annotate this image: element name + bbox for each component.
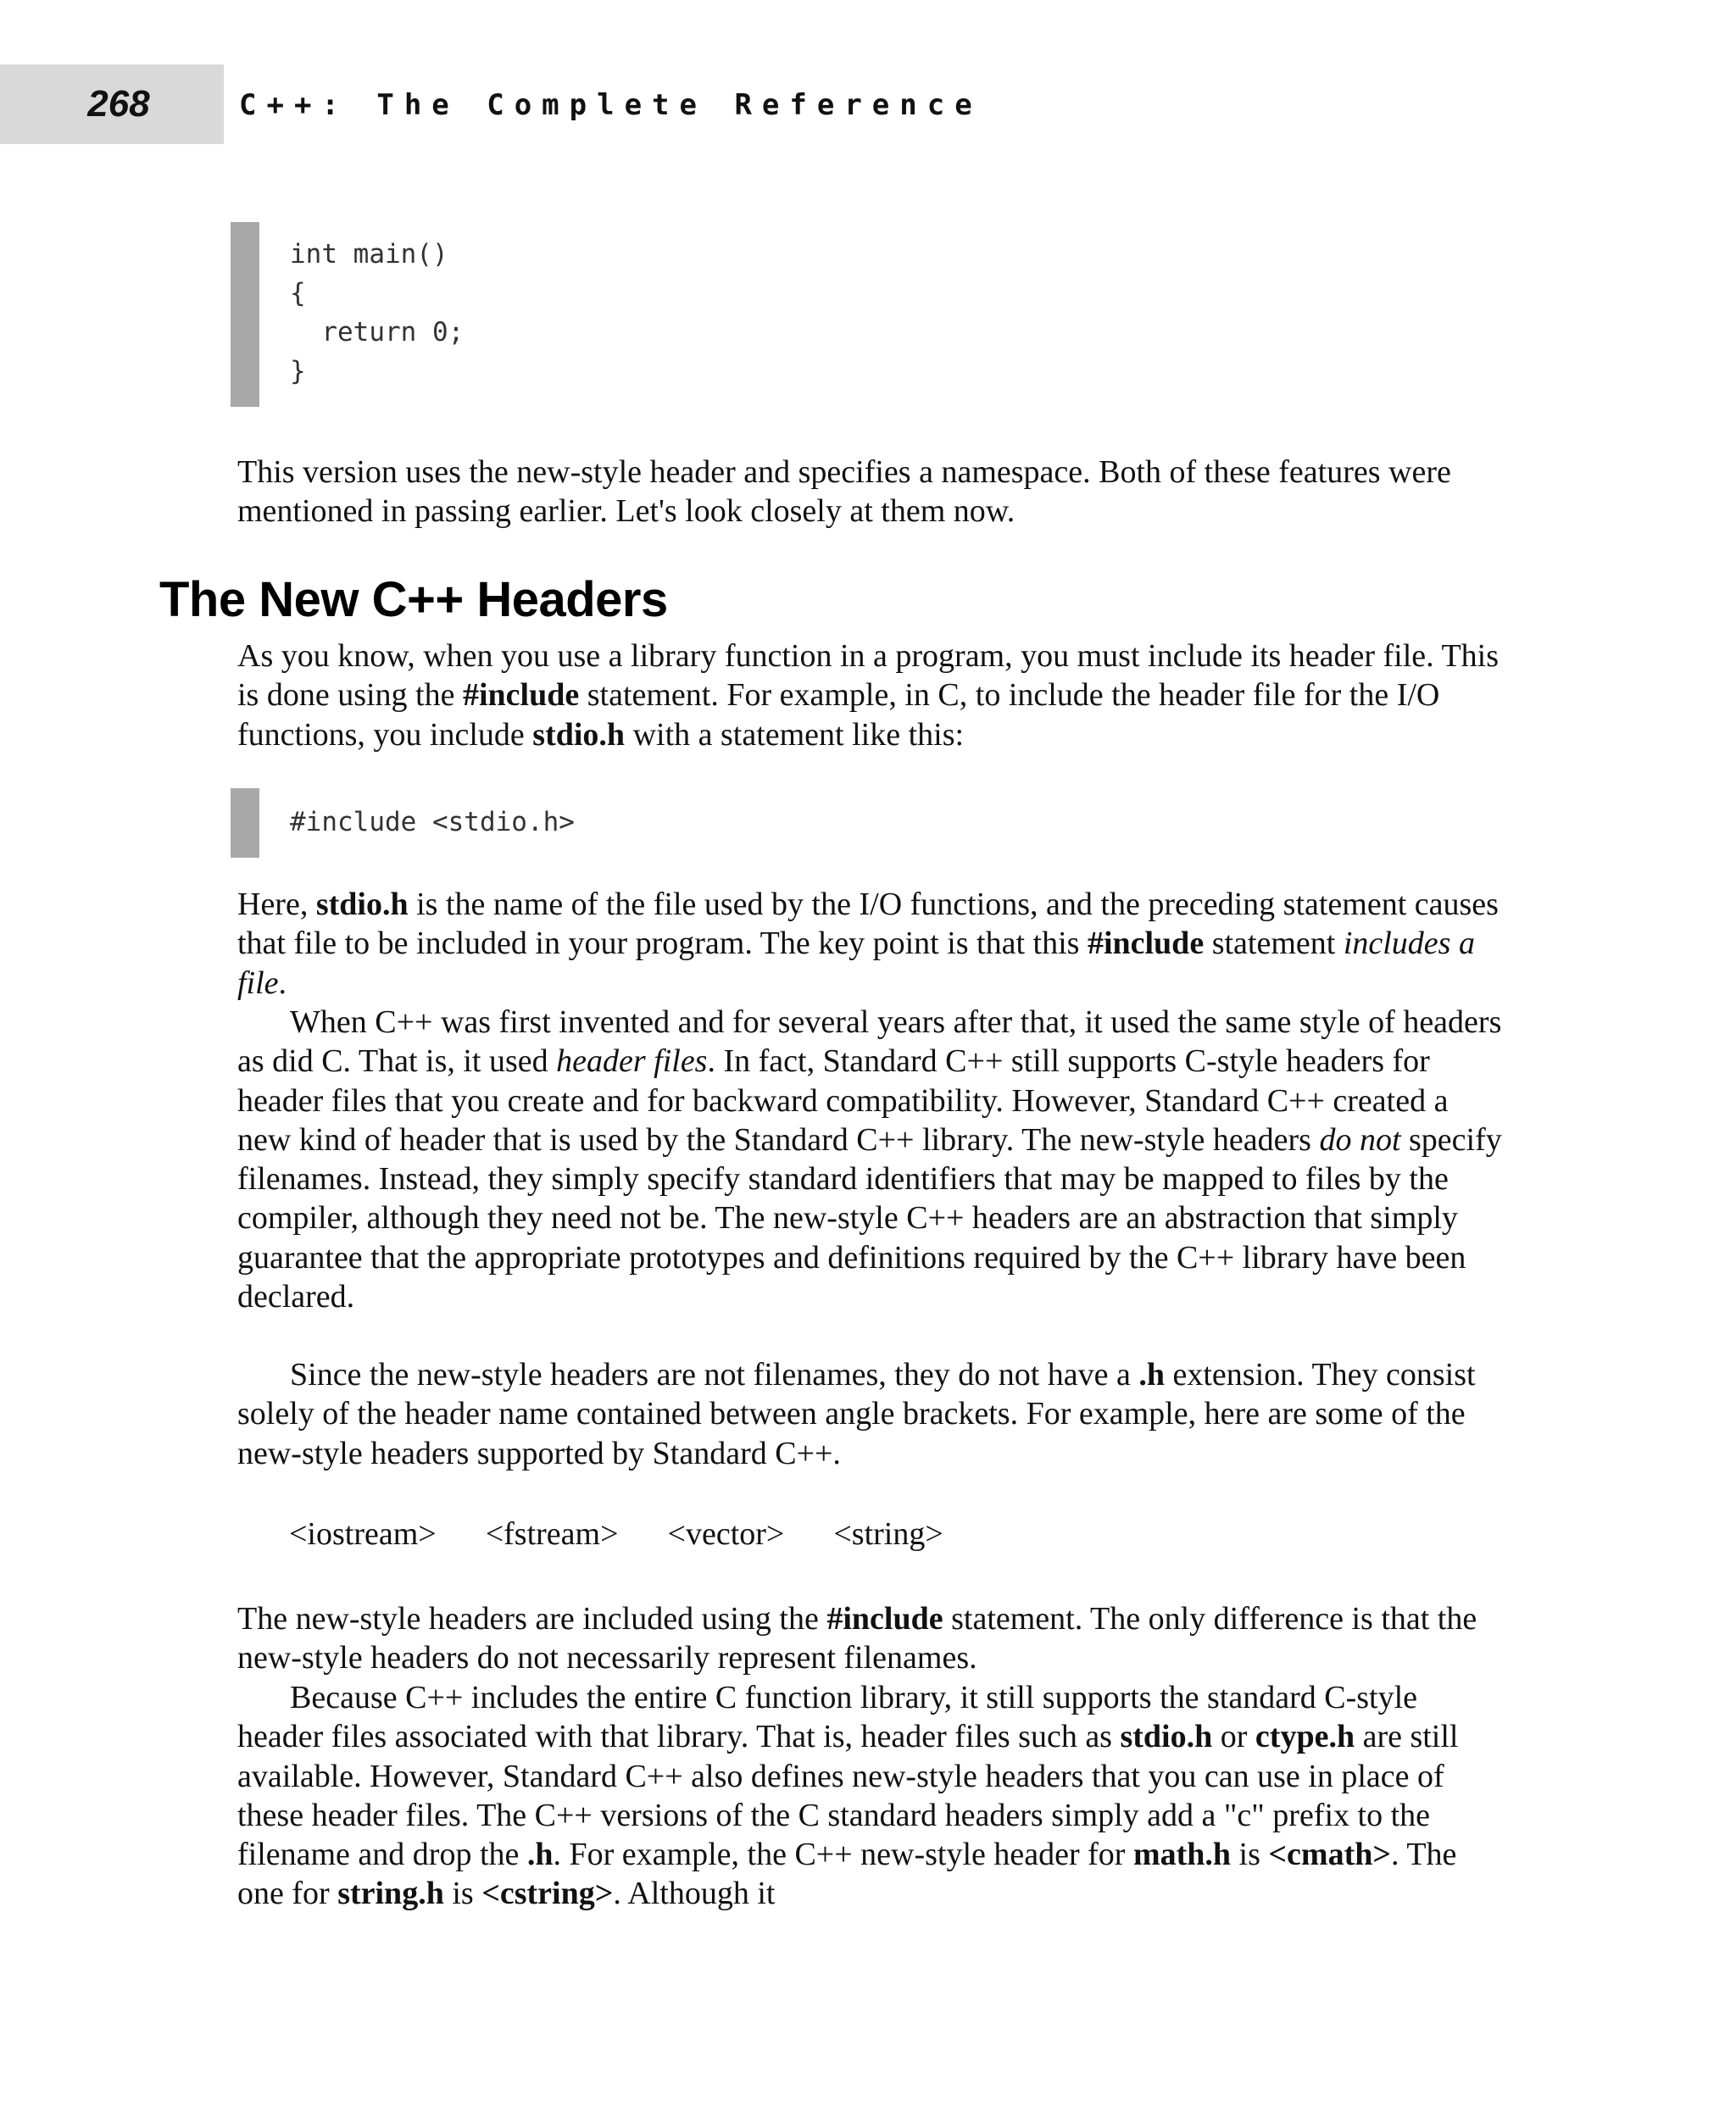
keyword: #include — [826, 1601, 943, 1637]
keyword: stdio.h — [532, 716, 626, 753]
keyword: .h — [1138, 1357, 1165, 1393]
code-lines — [290, 235, 464, 391]
header-examples — [289, 1515, 943, 1553]
code-lines — [290, 803, 575, 842]
text-run: The new-style headers are included using the — [237, 1601, 827, 1637]
emphasis: includes a file — [237, 926, 1475, 1001]
text-run: Here, — [237, 887, 316, 922]
text-run: specify filenames. Instead, they simply specify standard identifiers that may be mapped to files by the compiler, although they need not be. The new-style C++ headers are an abstraction that simply guarantee that the appropriate prototypes and definitions required by the C++ library have been declared. — [237, 1121, 1502, 1315]
code-margin-bar — [231, 222, 259, 407]
header-example: <vector> — [667, 1516, 785, 1552]
page-number-tab — [0, 64, 224, 144]
code-line: } — [290, 356, 306, 386]
code-line: #include <stdio.h> — [290, 807, 575, 837]
text-run: Because C++ includes the entire C function library, it still supports the standard C-style header files associated with that library. That is, header files such as — [237, 1680, 1418, 1755]
code-line: return 0; — [290, 317, 465, 347]
text-run: with a statement like this: — [625, 716, 965, 753]
section-heading: The New C++ Headers — [159, 572, 668, 627]
paragraph-history — [237, 1003, 1509, 1316]
emphasis: header files — [556, 1043, 708, 1080]
keyword: stdio.h — [1120, 1719, 1213, 1755]
paragraph-new-style — [237, 1599, 1509, 1678]
page-number: 268 — [87, 83, 150, 125]
header-example: <string> — [833, 1516, 943, 1552]
code-line: { — [290, 278, 306, 309]
keyword: string.h — [337, 1876, 444, 1912]
emphasis: do not — [1319, 1121, 1401, 1158]
keyword: math.h — [1132, 1837, 1232, 1873]
paragraph-include — [237, 637, 1509, 754]
keyword: .h — [526, 1837, 554, 1873]
paragraph-since — [237, 1355, 1509, 1473]
paragraph-intro: This version uses the new-style header and specifies a namespace. Both of these features were mentioned in passing earlier. Let's look closely at them now. — [237, 454, 1451, 530]
text-run: statement — [1204, 926, 1344, 962]
text-run: Since the new-style headers are not filenames, they do not have a — [290, 1357, 1139, 1393]
text-run: statement. The only difference is that the new-style headers do not necessarily represent filenames. — [237, 1601, 1477, 1676]
code-margin-bar — [231, 788, 259, 858]
running-title: C++: The Complete Reference — [239, 88, 982, 122]
keyword: stdio.h — [315, 887, 409, 922]
text-run: or — [1212, 1719, 1255, 1755]
paragraph-because — [237, 1678, 1509, 1914]
text-run: are still available. However, Standard C++ also defines new-style headers that you can use in place of these header files. The C++ versions of the C standard headers simply add a "c" prefix to the filename and drop the — [237, 1719, 1459, 1873]
text-run: . In fact, Standard C++ still supports C-style headers for header files that you create and for backward compatibility. However, Standard C++ created a new kind of header that is used by the Standard C++ library. The new-style headers — [237, 1043, 1449, 1158]
keyword: <cmath> — [1268, 1837, 1392, 1873]
paragraph-here — [237, 885, 1509, 1003]
text-run: . Although it — [613, 1876, 776, 1912]
keyword: #include — [1087, 926, 1205, 962]
text-run: extension. They consist solely of the header name contained between angle brackets. For example, here are some of the new-style headers supported by Standard C++. — [237, 1357, 1476, 1471]
text-run: . — [278, 965, 287, 1001]
keyword: <cstring> — [481, 1876, 614, 1912]
text-run: is — [443, 1876, 482, 1912]
keyword: #include — [462, 677, 580, 714]
text-run: When C++ was first invented and for several years after that, it used the same style of headers as did C. That is, it used — [237, 1004, 1502, 1080]
text-run: statement. For example, in C, to include the header file for the I/O functions, you include — [237, 677, 1440, 753]
text-run: . The one for — [237, 1837, 1457, 1912]
code-line: int main() — [290, 239, 448, 270]
text-run: is the name of the file used by the I/O functions, and the preceding statement causes that file to be included in your program. The key point is that this — [237, 887, 1499, 962]
text-run: . For example, the C++ new-style header for — [553, 1837, 1133, 1873]
header-example: <iostream> — [289, 1516, 437, 1552]
header-example: <fstream> — [485, 1516, 619, 1552]
keyword: ctype.h — [1255, 1719, 1355, 1755]
text-run: is — [1231, 1837, 1269, 1873]
text-run: As you know, when you use a library function in a program, you must include its header file. This is done using the — [237, 638, 1500, 714]
